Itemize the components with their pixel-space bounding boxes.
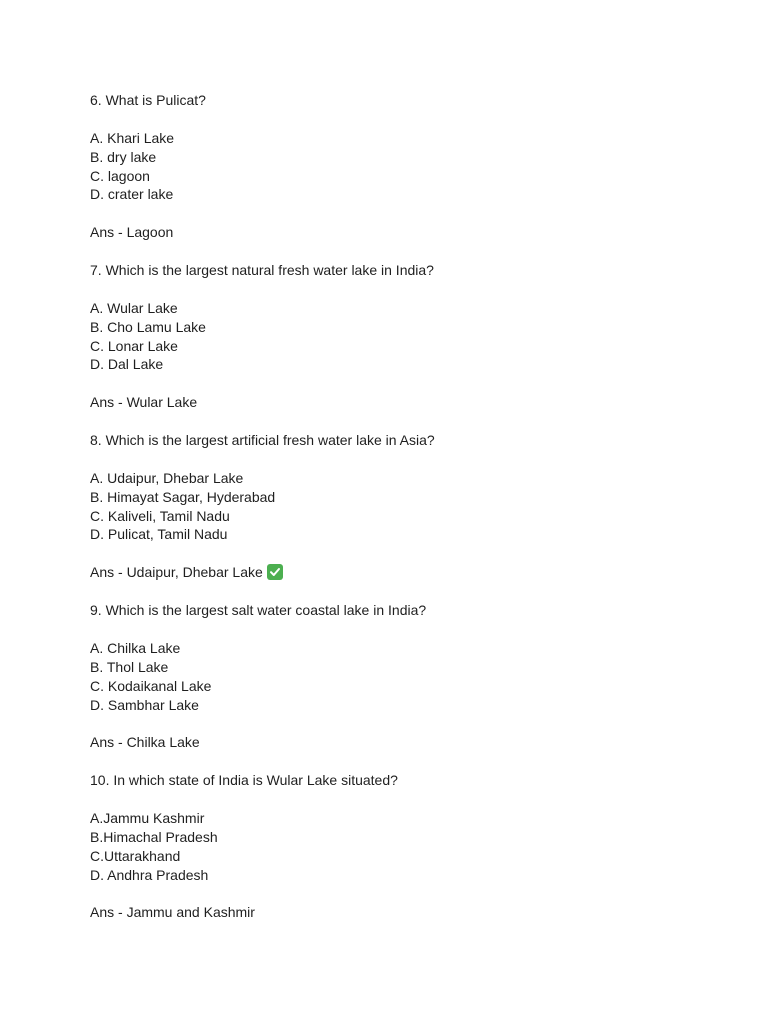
option-d: D. Andhra Pradesh: [90, 866, 209, 883]
option-b: B. dry lake: [90, 148, 157, 165]
answer-text: Ans - Chilka Lake: [90, 734, 200, 751]
answer-text: Ans - Jammu and Kashmir: [90, 904, 255, 921]
option-d: D. Pulicat, Tamil Nadu: [90, 526, 228, 543]
option-d: D. Dal Lake: [90, 356, 164, 373]
option-d: D. crater lake: [90, 186, 174, 203]
question-block-8: [90, 431, 690, 582]
option-b: B. Cho Lamu Lake: [90, 318, 206, 335]
option-b: B.Himachal Pradesh: [90, 828, 218, 845]
option-a: A. Wular Lake: [90, 299, 178, 316]
option-c: C. Kodaikanal Lake: [90, 677, 212, 694]
question-text: 7. Which is the largest natural fresh water lake in India?: [90, 262, 434, 279]
answer-line: [90, 563, 690, 582]
quiz-content: [90, 91, 690, 922]
option-d: D. Sambhar Lake: [90, 696, 199, 713]
option-c: C. lagoon: [90, 167, 150, 184]
question-block-6: [90, 91, 690, 242]
option-b: B. Himayat Sagar, Hyderabad: [90, 488, 276, 505]
answer-text: Ans - Lagoon: [90, 224, 174, 241]
option-a: A.Jammu Kashmir: [90, 809, 205, 826]
question-text: 10. In which state of India is Wular Lake situated?: [90, 772, 398, 789]
question-text: 9. Which is the largest salt water coastal lake in India?: [90, 602, 427, 619]
option-c: C. Lonar Lake: [90, 337, 178, 354]
option-c: C. Kaliveli, Tamil Nadu: [90, 507, 230, 524]
question-block-9: [90, 601, 690, 752]
question-text: 6. What is Pulicat?: [90, 92, 206, 108]
option-c: C.Uttarakhand: [90, 847, 181, 864]
question-text: 8. Which is the largest artificial fresh water lake in Asia?: [90, 432, 435, 449]
option-a: A. Khari Lake: [90, 129, 175, 146]
option-a: A. Udaipur, Dhebar Lake: [90, 469, 244, 486]
answer-text: Ans - Udaipur, Dhebar Lake: [90, 564, 263, 581]
option-b: B. Thol Lake: [90, 658, 169, 675]
option-a: A. Chilka Lake: [90, 639, 181, 656]
answer-text: Ans - Wular Lake: [90, 394, 198, 411]
question-block-10: [90, 771, 690, 922]
check-mark-icon: [267, 564, 283, 580]
question-block-7: [90, 261, 690, 412]
